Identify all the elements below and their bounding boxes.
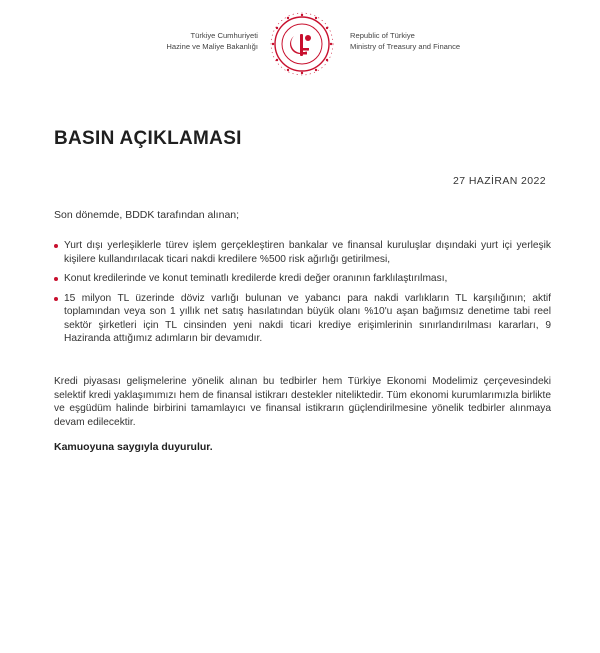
- document-title: BASIN AÇIKLAMASI: [54, 128, 242, 149]
- document-date: 27 HAZİRAN 2022: [453, 175, 546, 187]
- list-item-text: 15 milyon TL üzerinde döviz varlığı bulunan ve yabancı para nakdi varlıkların TL karşılığının; aktif toplamından veya son 1 yıllık net satış hasılatından büyük olanı %10'u aşan bağımsız denetime tabi reel sektör şirketleri için TL cinsinden yeni nakdi ticari krediye erişimlerinin sınırlandırılması kararları, 9 Haziranda attığımız adımların bir devamıdır.: [64, 292, 551, 344]
- intro-text: Son dönemde, BDDK tarafından alınan;: [54, 209, 240, 221]
- list-item: [54, 239, 551, 266]
- list-item-text: Yurt dışı yerleşiklerle türev işlem gerçekleştiren bankalar ve finansal kuruluşlar dışındaki yurt içi yerleşik kişilere kullandırılacak ticari nakdi kredilere %500 risk ağırlığı getirilmesi,: [64, 240, 551, 265]
- ministry-name-turkish: [140, 30, 258, 52]
- list-item-text: Konut kredilerinde ve konut teminatlı kredilerde kredi değer oranının farklılaştırılması,: [64, 273, 448, 284]
- ministry-name-english-line1: Republic of Türkiye: [350, 31, 415, 40]
- ministry-name-english: [350, 30, 480, 52]
- ministry-emblem-icon: [264, 6, 340, 82]
- bullet-dot-icon: [54, 244, 58, 248]
- list-item: [54, 292, 551, 346]
- bullet-dot-icon: [54, 297, 58, 301]
- ministry-name-turkish-line1: Türkiye Cumhuriyeti: [190, 31, 258, 40]
- closing-line: Kamuoyuna saygıyla duyurulur.: [54, 441, 213, 453]
- ministry-name-turkish-line2: Hazine ve Maliye Bakanlığı: [166, 42, 258, 51]
- body-paragraph: Kredi piyasası gelişmelerine yönelik alınan bu tedbirler hem Türkiye Ekonomi Modelimiz çerçevesindeki selektif kredi yaklaşımımızı hem de finansal istikrarı destekler niteliktedir. Tüm ekonomi kurumlarımızla birlikte ve eşgüdüm halinde birbirini tamamlayıcı ve finansal istikrarın güçlendirilmesine yönelik tedbirler alınmaya devam edilecektir.: [54, 376, 551, 428]
- list-item: [54, 272, 551, 286]
- bullet-dot-icon: [54, 277, 58, 281]
- letterhead: [0, 0, 600, 100]
- ministry-name-english-line2: Ministry of Treasury and Finance: [350, 42, 461, 51]
- measures-list: [54, 239, 551, 352]
